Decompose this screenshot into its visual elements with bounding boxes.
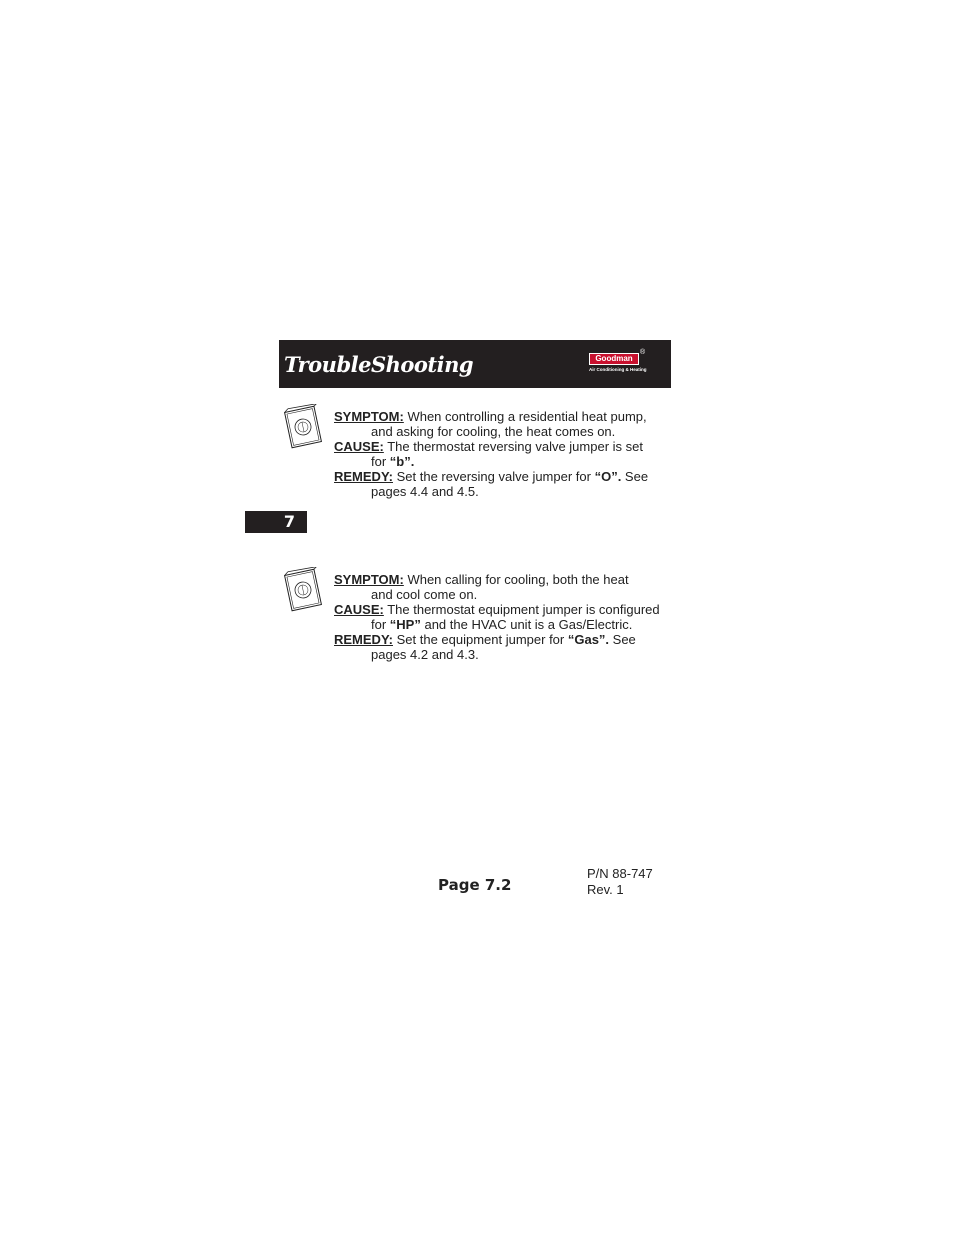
thermostat-icon — [283, 404, 323, 450]
cause-text-pre: for — [371, 454, 390, 469]
cause-line — [334, 439, 679, 454]
symptom-text: When controlling a residential heat pump, — [403, 409, 647, 424]
remedy-continuation: pages 4.2 and 4.3. — [371, 647, 479, 662]
symptom-line — [334, 409, 679, 424]
remedy-line — [334, 469, 679, 484]
remedy-continuation: pages 4.4 and 4.5. — [371, 484, 479, 499]
symptom-text: When calling for cooling, both the heat — [403, 572, 629, 587]
cause-label: CAUSE: — [334, 439, 384, 454]
symptom-label: SYMPTOM: — [334, 572, 404, 587]
cause-continuation — [334, 617, 679, 632]
remedy-text-pre: Set the reversing valve jumper for — [392, 469, 595, 484]
part-number: P/N 88-747 — [587, 866, 653, 881]
remedy-label: REMEDY: — [334, 469, 393, 484]
symptom-continuation: and cool come on. — [371, 587, 478, 602]
cause-label: CAUSE: — [334, 602, 384, 617]
cause-text-pre: for — [371, 617, 390, 632]
cause-text-post: and the HVAC unit is a Gas/Electric. — [420, 617, 633, 632]
thermostat-icon — [283, 567, 323, 613]
logo-wordmark: Goodman — [589, 353, 639, 365]
page-number: Page 7.2 — [438, 876, 512, 894]
section-title: TroubleShooting — [284, 352, 474, 377]
symptom-continuation: and asking for cooling, the heat comes on. — [371, 424, 616, 439]
remedy-line — [334, 632, 679, 647]
symptom-line — [334, 572, 679, 587]
remedy-text-post: See — [609, 632, 636, 647]
chapter-tab: 7 — [245, 511, 307, 533]
cause-line — [334, 602, 679, 617]
logo-tagline: Air Conditioning & Heating — [589, 367, 647, 372]
cause-text: The thermostat reversing valve jumper is set — [383, 439, 643, 454]
remedy-text-post: See — [621, 469, 649, 484]
remedy-text-pre: Set the equipment jumper for — [392, 632, 568, 647]
cause-setting: “HP” — [389, 617, 421, 632]
remedy-label: REMEDY: — [334, 632, 393, 647]
remedy-setting: “O”. — [594, 469, 622, 484]
part-number-block — [587, 866, 653, 898]
troubleshooting-entry — [334, 409, 679, 499]
cause-text: The thermostat equipment jumper is configured — [383, 602, 660, 617]
cause-setting: “b”. — [389, 454, 415, 469]
cause-continuation — [334, 454, 679, 469]
logo-registered-mark: ® — [640, 349, 646, 356]
symptom-label: SYMPTOM: — [334, 409, 404, 424]
revision: Rev. 1 — [587, 882, 624, 897]
goodman-logo — [589, 349, 665, 377]
remedy-setting: “Gas”. — [567, 632, 610, 647]
page-header — [279, 340, 671, 388]
troubleshooting-entry — [334, 572, 679, 662]
